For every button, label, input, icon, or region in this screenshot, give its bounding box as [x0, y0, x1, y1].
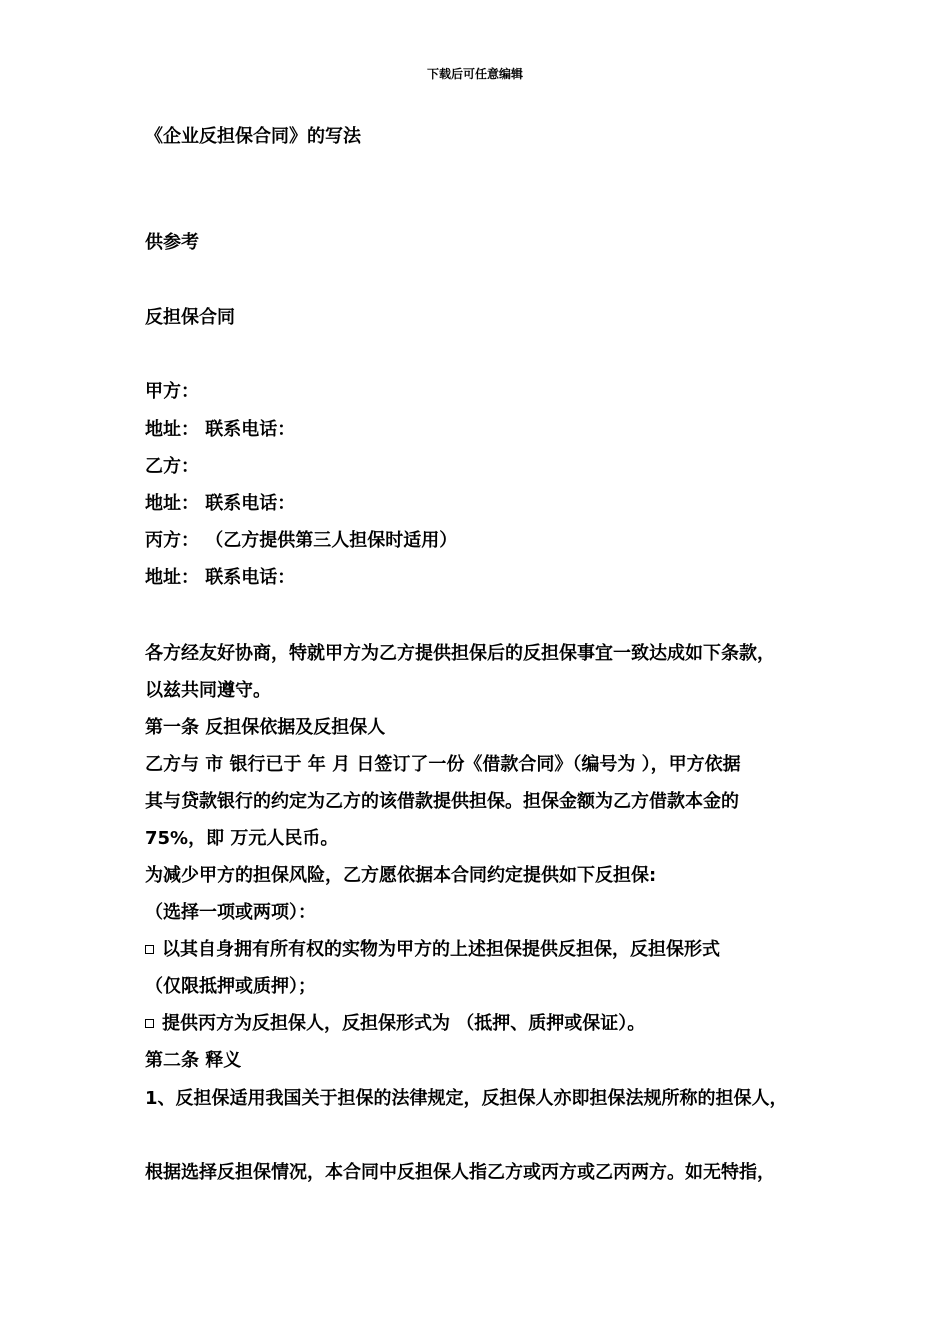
- option-2-line: [145, 1012, 645, 1036]
- checkbox-option-2[interactable]: [145, 1019, 154, 1028]
- article-1-heading: 第一条 反担保依据及反担保人: [145, 717, 386, 738]
- party-c: 丙方： （乙方提供第三人担保时适用）: [145, 530, 458, 551]
- article-1-p1-line-1: 乙方与 市 银行已于 年 月 日签订了一份《借款合同》（编号为 ），甲方依据: [145, 754, 741, 775]
- checkbox-option-1[interactable]: [145, 945, 154, 954]
- article-1-p2: 为减少甲方的担保风险，乙方愿依据本合同约定提供如下反担保:: [145, 865, 657, 886]
- contract-title: 反担保合同: [145, 307, 235, 328]
- party-b: 乙方：: [145, 456, 199, 477]
- page-header: 下载后可任意编辑: [426, 67, 523, 81]
- intro-line-1: 各方经友好协商，特就甲方为乙方提供担保后的反担保事宜一致达成如下条款，: [145, 643, 775, 664]
- party-a-contact: 地址： 联系电话：: [145, 419, 296, 440]
- article-2-p1: 1、反担保适用我国关于担保的法律规定，反担保人亦即担保法规所称的担保人，: [145, 1088, 788, 1109]
- document-title: 《企业反担保合同》的写法: [145, 126, 361, 147]
- article-2-p2: 根据选择反担保情况，本合同中反担保人指乙方或丙方或乙丙两方。如无特指，: [145, 1162, 775, 1183]
- article-1-p1-line-2: 其与贷款银行的约定为乙方的该借款提供担保。担保金额为乙方借款本金的: [145, 791, 739, 812]
- option-1-line-1: [145, 938, 720, 962]
- party-a: 甲方：: [145, 381, 199, 402]
- intro-line-2: 以兹共同遵守。: [145, 680, 271, 701]
- article-1-p3: （选择一项或两项）：: [145, 902, 316, 923]
- article-1-p1-line-3: 75%，即 万元人民币。: [145, 828, 339, 849]
- option-1-line-2: （仅限抵押或质押）；: [145, 976, 316, 997]
- option-1-text: 以其自身拥有所有权的实物为甲方的上述担保提供反担保，反担保形式: [162, 939, 720, 960]
- option-2-text: 提供丙方为反担保人，反担保形式为 （抵押、质押或保证）。: [162, 1013, 646, 1034]
- party-c-contact: 地址： 联系电话：: [145, 567, 296, 588]
- reference-label: 供参考: [145, 232, 199, 253]
- article-2-heading: 第二条 释义: [145, 1050, 242, 1071]
- party-b-contact: 地址： 联系电话：: [145, 493, 296, 514]
